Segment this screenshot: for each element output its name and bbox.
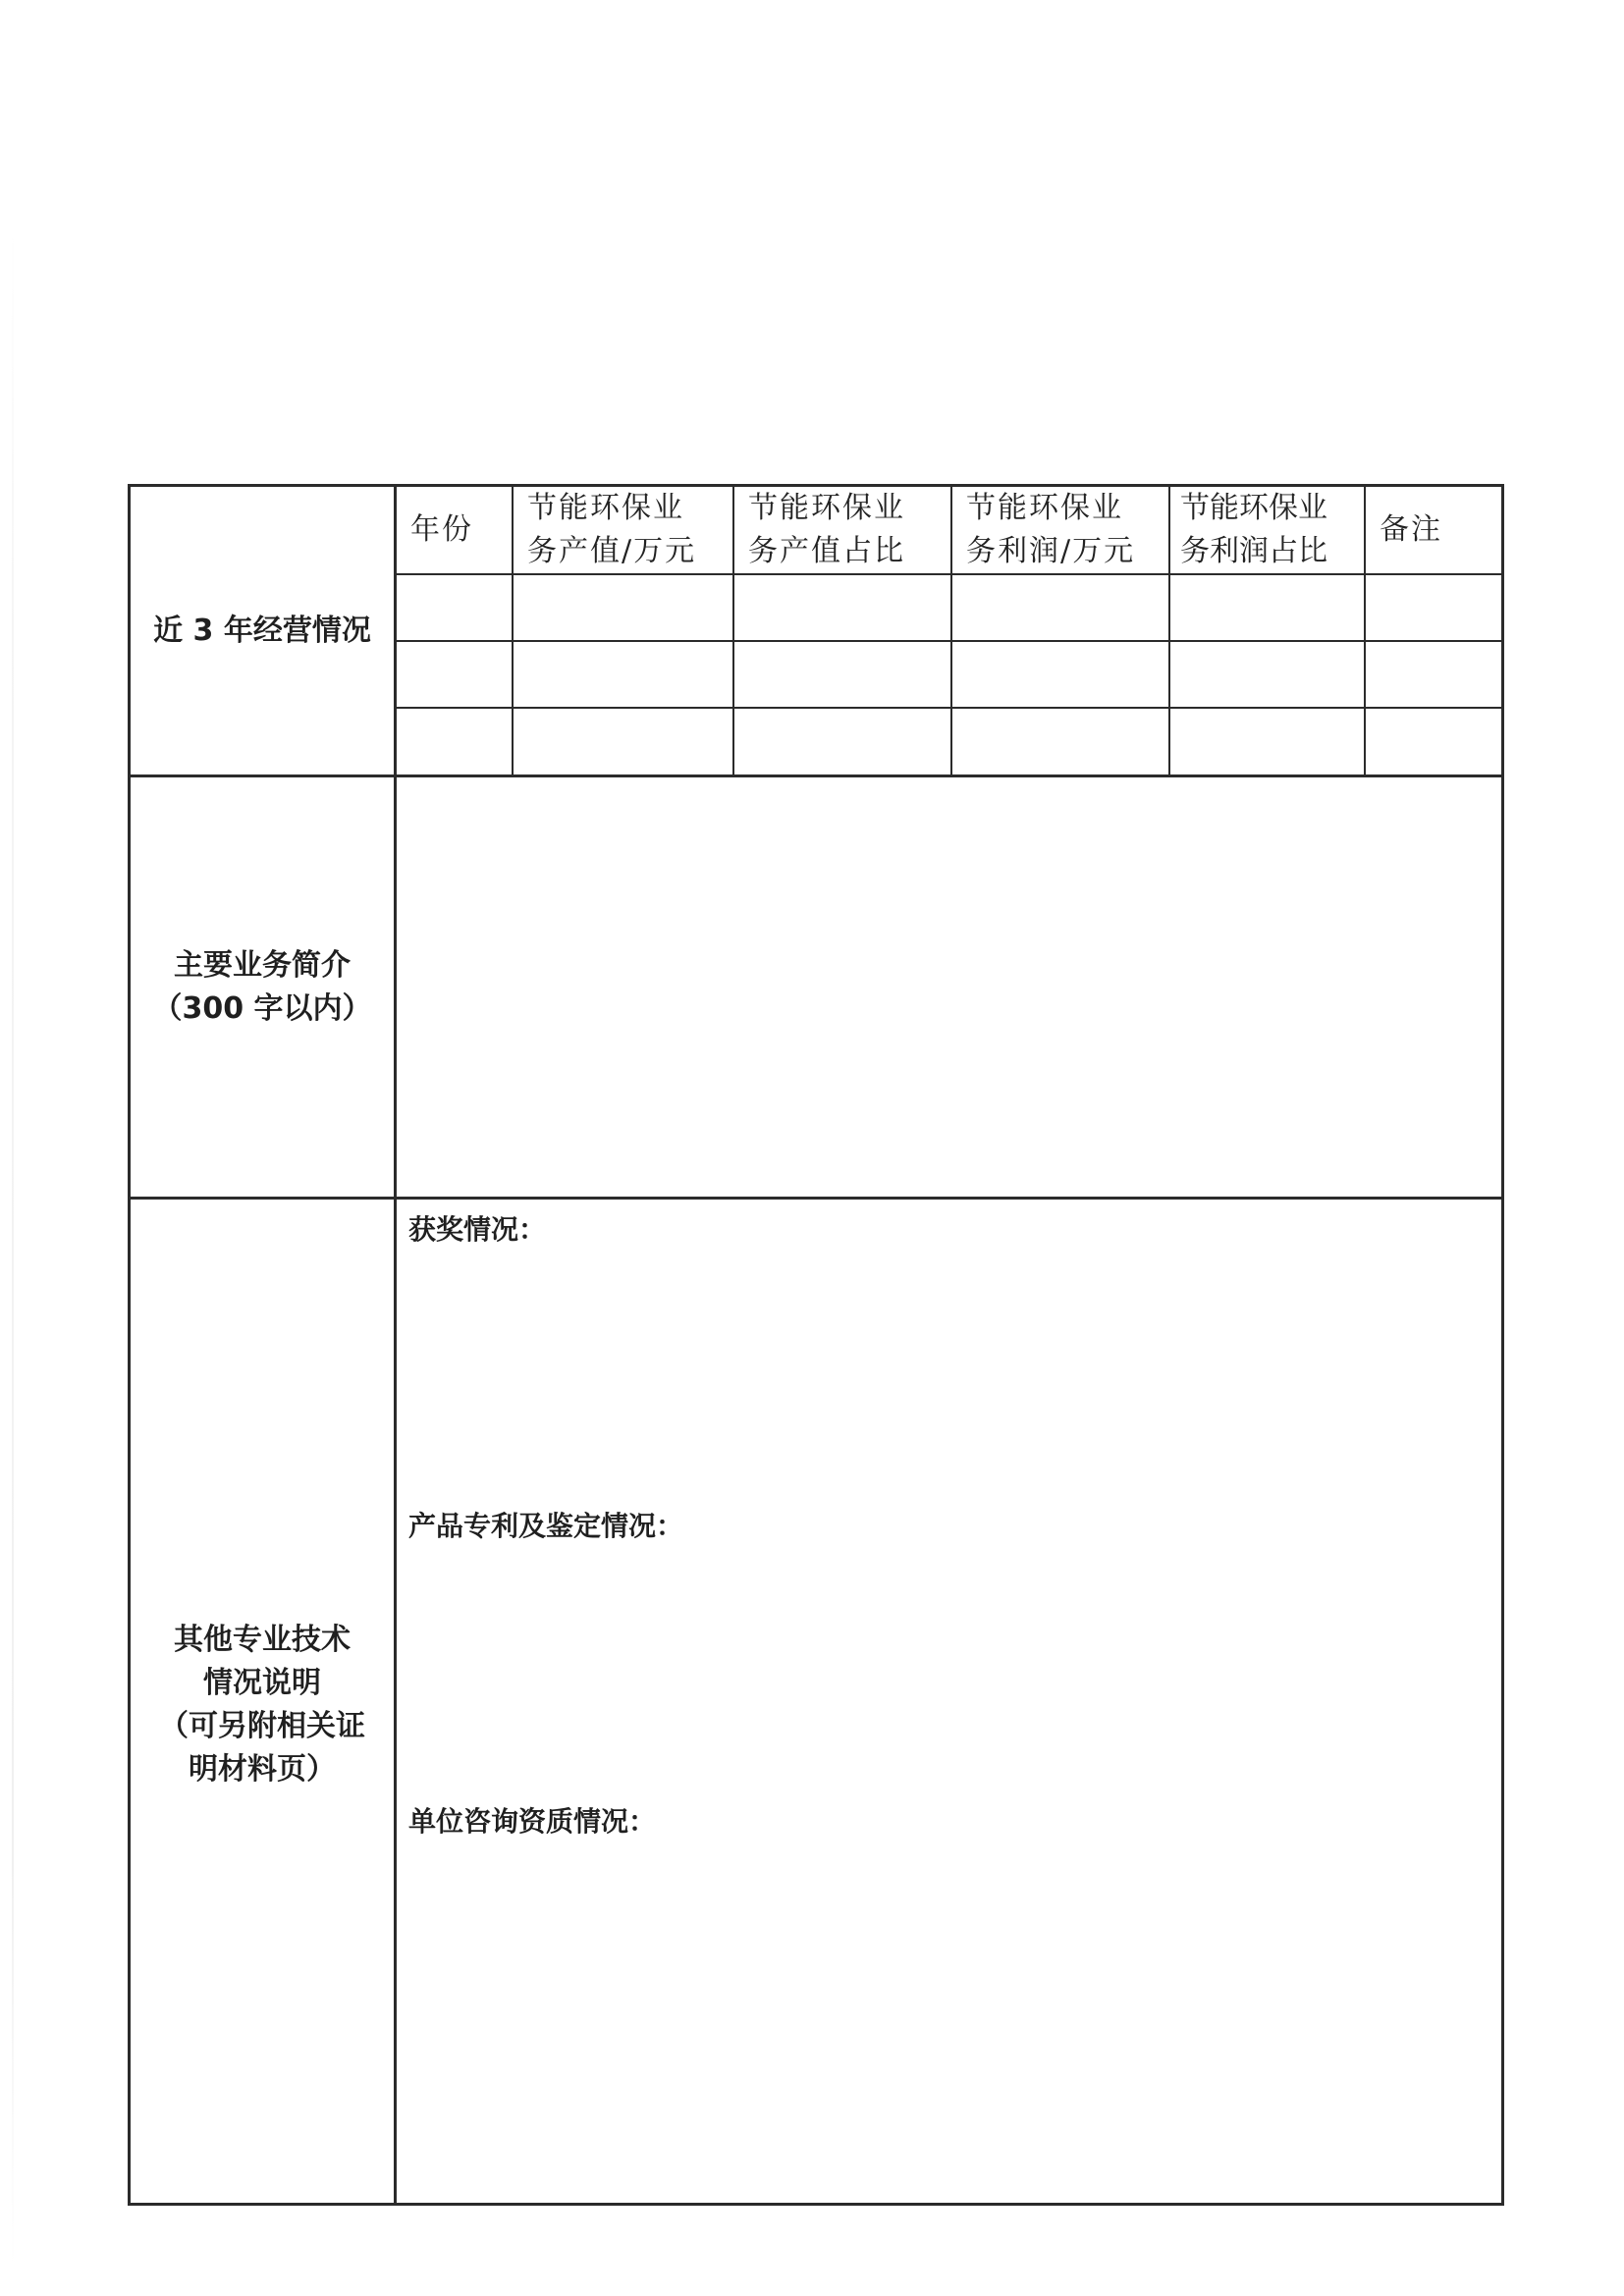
- col-header-output-share-line1: 节能环保业: [748, 491, 905, 525]
- ops-cell-r1-profit[interactable]: [952, 575, 1168, 640]
- col-header-year: [397, 487, 512, 573]
- ops-cell-r2-remarks[interactable]: [1366, 642, 1501, 707]
- patents-section-label: 产品专利及鉴定情况：: [408, 1510, 684, 1542]
- col-header-year-text: 年份: [410, 512, 473, 547]
- ops-cell-r3-profit-share[interactable]: [1170, 709, 1364, 774]
- other-tech-label-line2: 情况说明: [203, 1666, 321, 1700]
- col-header-profit-line2: 务利润/万元: [966, 534, 1136, 568]
- operations-label: [131, 487, 394, 774]
- ops-cell-r2-output-share[interactable]: [734, 642, 950, 707]
- col-header-profit-share-line2: 务利润占比: [1180, 534, 1327, 568]
- ops-cell-r2-year[interactable]: [397, 642, 512, 707]
- col-header-output-share: [734, 487, 950, 573]
- ops-cell-r1-year[interactable]: [397, 575, 512, 640]
- col-header-output-value: [514, 487, 732, 573]
- ops-cell-r2-profit[interactable]: [952, 642, 1168, 707]
- col-header-profit-share: [1170, 487, 1364, 573]
- ops-cell-r3-output-value[interactable]: [514, 709, 732, 774]
- ops-cell-r2-output-value[interactable]: [514, 642, 732, 707]
- col-header-output-value-line2: 务产值/万元: [527, 534, 697, 568]
- other-tech-label: [131, 1200, 394, 2203]
- awards-content-area[interactable]: [397, 1257, 1501, 1483]
- ops-cell-r2-profit-share[interactable]: [1170, 642, 1364, 707]
- col-header-remarks-text: 备注: [1380, 512, 1442, 547]
- col-header-profit: [952, 487, 1168, 573]
- patents-content-area[interactable]: [397, 1554, 1501, 1780]
- ops-cell-r3-year[interactable]: [397, 709, 512, 774]
- other-tech-label-line4: 明材料页）: [189, 1752, 336, 1787]
- ops-cell-r1-output-share[interactable]: [734, 575, 950, 640]
- col-header-profit-share-line1: 节能环保业: [1180, 491, 1327, 525]
- ops-cell-r1-remarks[interactable]: [1366, 575, 1501, 640]
- business-intro-label: [131, 777, 394, 1197]
- qualification-content-area[interactable]: [397, 1849, 1501, 2201]
- business-intro-label-line2: （300 字以内）: [152, 990, 372, 1026]
- operations-label-text: 近 3 年经营情况: [153, 613, 371, 648]
- ops-cell-r1-profit-share[interactable]: [1170, 575, 1364, 640]
- col-header-profit-line1: 节能环保业: [966, 491, 1123, 525]
- col-header-output-share-line2: 务产值占比: [748, 534, 905, 568]
- scan-edge-shadow: [12, 226, 14, 2268]
- other-tech-label-line1: 其他专业技术: [174, 1623, 351, 1657]
- business-intro-content-area[interactable]: [397, 777, 1501, 1197]
- ops-cell-r3-profit[interactable]: [952, 709, 1168, 774]
- ops-cell-r3-output-share[interactable]: [734, 709, 950, 774]
- ops-cell-r1-output-value[interactable]: [514, 575, 732, 640]
- ops-cell-r3-remarks[interactable]: [1366, 709, 1501, 774]
- col-header-remarks: [1366, 487, 1501, 573]
- qualification-section-label: 单位咨询资质情况：: [408, 1805, 657, 1838]
- awards-section-label: 获奖情况：: [408, 1213, 547, 1246]
- application-form-table: [128, 484, 1504, 2206]
- col-header-output-value-line1: 节能环保业: [527, 491, 684, 525]
- other-tech-label-line3: （可另附相关证: [159, 1709, 365, 1743]
- business-intro-label-line1: 主要业务简介: [173, 947, 351, 983]
